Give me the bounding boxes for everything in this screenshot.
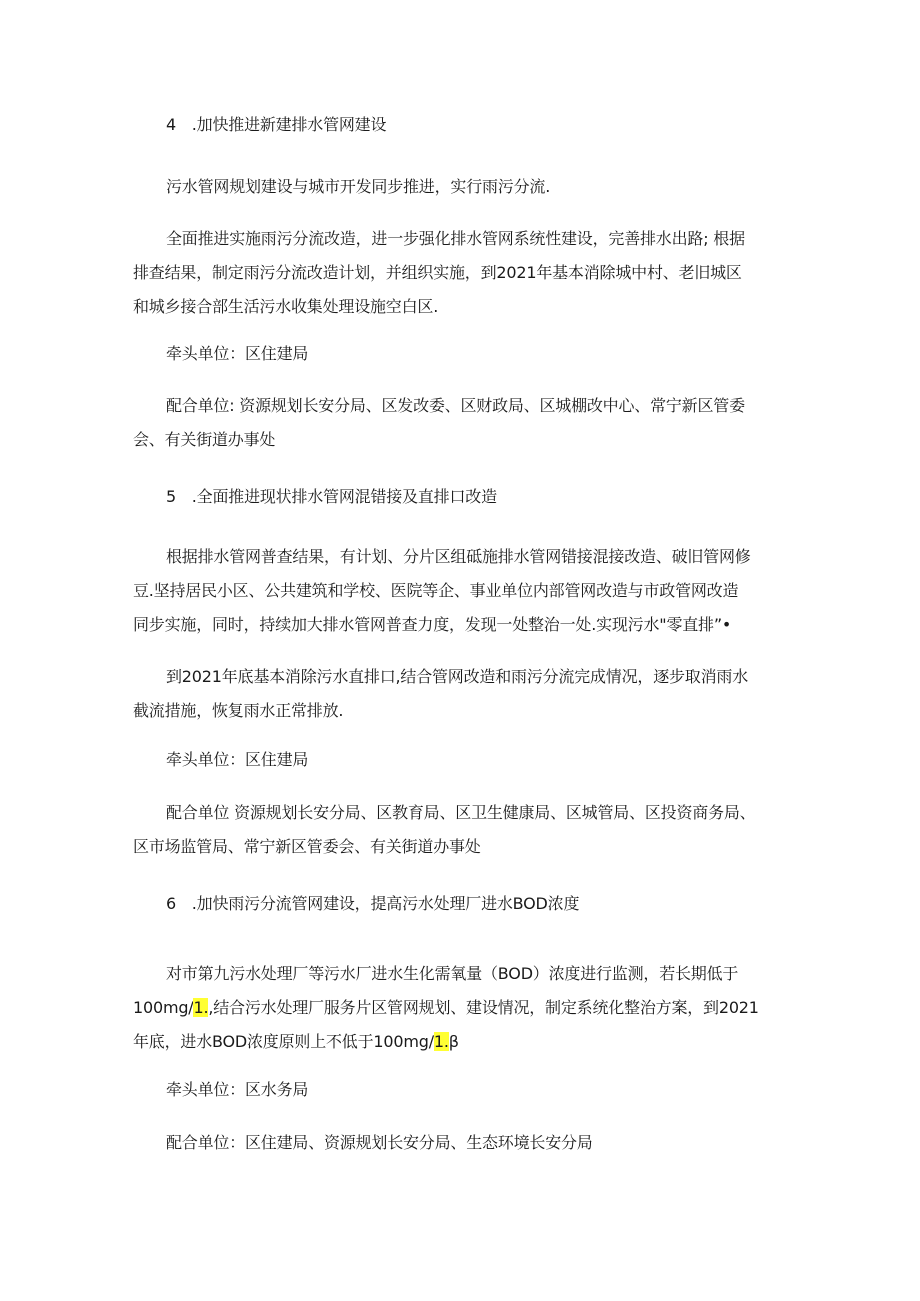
section-4-paragraph-1: 污水管网规划建设与城市开发同步推进，实行雨污分流. bbox=[166, 177, 551, 196]
section-4-lead-unit: 牵头单位：区住建局 bbox=[166, 344, 309, 363]
section-5-paragraph-2: 到2021年底基本消除污水直排口,结合管网改造和雨污分流完成情况，逐步取消雨水 截流措施，恢复雨水正常排放. bbox=[133, 667, 749, 720]
highlight-mark: 1. bbox=[433, 1032, 449, 1051]
bod-line-2: 100mg∕1.,结合污水处理厂服务片区管网规划、建设情况，制定系统化整治方案，到2021 bbox=[133, 998, 759, 1017]
section-6-lead-unit: 牵头单位：区水务局 bbox=[166, 1080, 309, 1099]
section-4-paragraph-2: 全面推进实施雨污分流改造，进一步强化排水管网系统性建设，完善排水出路; 根据 排查结果，制定雨污分流改造计划，并组织实施，到2021年基本消除城中村、老旧城区 和城乡接合部生活污水收集处理设施空白区. bbox=[133, 229, 745, 316]
section-4-cooperating-units: 配合单位: 资源规划长安分局、区发改委、区财政局、区城棚改中心、常宁新区管委 会、有关街道办事处 bbox=[133, 396, 745, 449]
highlight-mark: 1. bbox=[193, 998, 209, 1017]
section-5-heading: 5 .全面推进现状排水管网混错接及直排口改造 bbox=[166, 487, 497, 506]
bod-line-3: 年底，进水BOD浓度原则上不低于100mg∕1.β bbox=[133, 1032, 459, 1051]
section-5-cooperating-units: 配合单位 资源规划长安分局、区教育局、区卫生健康局、区城管局、区投资商务局、 区市场监管局、常宁新区管委会、有关街道办事处 bbox=[133, 803, 756, 856]
section-5-lead-unit: 牵头单位：区住建局 bbox=[166, 750, 309, 769]
section-6-heading: 6 .加快雨污分流管网建设，提高污水处理厂进水BOD浓度 bbox=[166, 894, 580, 913]
section-6-cooperating-units: 配合单位：区住建局、资源规划长安分局、生态环境长安分局 bbox=[166, 1133, 593, 1152]
section-5-paragraph-1: 根据排水管网普查结果，有计划、分片区组砥施排水管网错接混接改造、破旧管网修 豆.坚持居民小区、公共建筑和学校、医院等企、事业单位内部管网改造与市政管网改造 同步实施，同时，持续加大排水管网普查力度，发现一处整治一处.实现污水"零直排”• bbox=[133, 547, 751, 634]
section-6-paragraph-bod: 对市第九污水处理厂等污水厂进水生化需氧量（BOD）浓度进行监测，若长期低于 100mg∕1.,结合污水处理厂服务片区管网规划、建设情况，制定系统化整治方案，到2021 年底，进水BOD浓度原则上不低于100mg∕1.β bbox=[133, 957, 793, 1059]
section-4-heading: 4 .加快推进新建排水管网建设 bbox=[166, 115, 387, 134]
